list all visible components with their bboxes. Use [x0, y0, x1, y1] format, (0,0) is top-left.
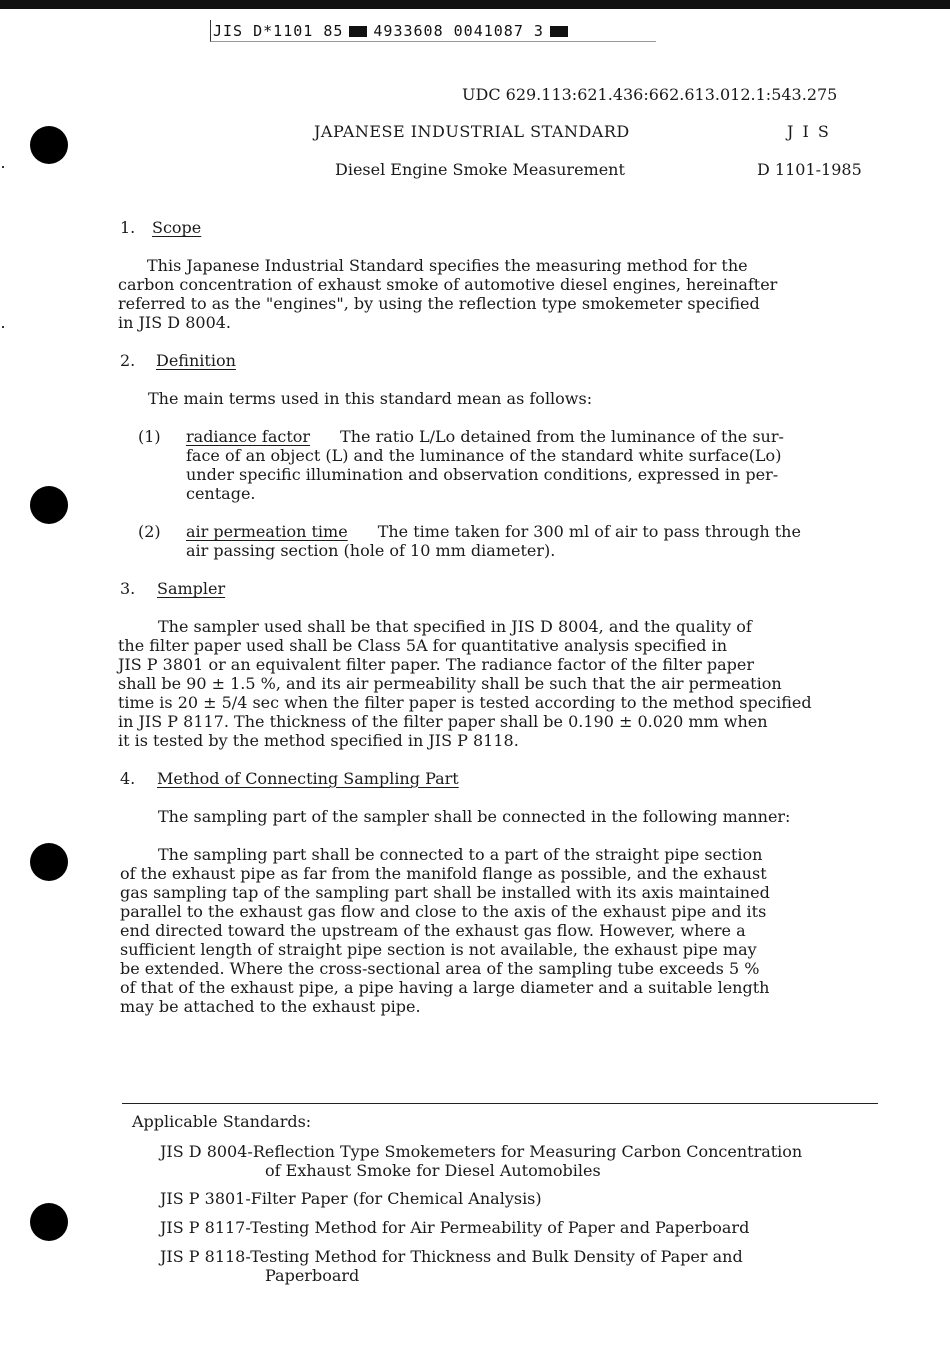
definition-item-number: (1) [138, 427, 161, 446]
document-id-a: JIS D*1101 85 [213, 22, 344, 40]
section-number: 2. [120, 351, 136, 370]
paragraph-line: under specific illumination and observation conditions, expressed in per- [186, 465, 779, 484]
document-title: Diesel Engine Smoke Measurement [335, 160, 625, 179]
paragraph-line: end directed toward the upstream of the exhaust gas flow. However, where a [120, 921, 746, 940]
paragraph-line: gas sampling tap of the sampling part shall be installed with its axis maintained [120, 883, 770, 902]
udc-code: UDC 629.113:621.436:662.613.012.1:543.275 [462, 85, 838, 104]
paragraph-line: The sampler used shall be that specified in JIS D 8004, and the quality of [158, 617, 752, 636]
definition-item-number: (2) [138, 522, 161, 541]
applicable-standard-item: JIS P 8117-Testing Method for Air Permeability of Paper and Paperboard [160, 1218, 750, 1237]
block-mark-icon [550, 26, 568, 37]
margin-mark [2, 326, 4, 328]
section-number: 3. [120, 579, 136, 598]
binder-hole-icon [30, 1203, 68, 1241]
definition-text: The time taken for 300 ml of air to pass through the [377, 522, 801, 541]
paragraph-line: face of an object (L) and the luminance of the standard white surface(Lo) [186, 446, 782, 465]
jis-mark: J I S [787, 122, 831, 141]
document-id-b: 4933608 0041087 3 [373, 22, 544, 40]
applicable-standard-item: JIS P 8118-Testing Method for Thickness and Bulk Density of Paper and [160, 1247, 743, 1266]
paragraph-line: time is 20 ± 5/4 sec when the filter paper is tested according to the method specified [118, 693, 812, 712]
applicable-standard-continuation: of Exhaust Smoke for Diesel Automobiles [265, 1161, 601, 1180]
paragraph-line: in JIS P 8117. The thickness of the filter paper shall be 0.190 ± 0.020 mm when [118, 712, 768, 731]
applicable-heading: Applicable Standards: [132, 1112, 312, 1131]
paragraph-line: parallel to the exhaust gas flow and close to the axis of the exhaust pipe and its [120, 902, 767, 921]
paragraph-line: of the exhaust pipe as far from the manifold flange as possible, and the exhaust [120, 864, 767, 883]
paragraph-line: This Japanese Industrial Standard specifies the measuring method for the [147, 256, 748, 275]
paragraph-line: The sampling part shall be connected to a part of the straight pipe section [158, 845, 763, 864]
paragraph-line: sufficient length of straight pipe section is not available, the exhaust pipe may [120, 940, 757, 959]
definition-term: radiance factor [186, 427, 311, 446]
document-id-stamp [210, 20, 656, 42]
section-heading-connecting: Method of Connecting Sampling Part [157, 769, 459, 788]
paragraph-line: JIS P 3801 or an equivalent filter paper. The radiance factor of the filter paper [118, 655, 754, 674]
paragraph-line: referred to as the "engines", by using the reflection type smokemeter specified [118, 294, 760, 313]
margin-mark [2, 166, 4, 168]
section-heading-definition: Definition [156, 351, 236, 370]
footnote-divider [122, 1103, 878, 1104]
definition-term: air permeation time [186, 522, 348, 541]
paragraph-line: be extended. Where the cross-sectional area of the sampling tube exceeds 5 % [120, 959, 760, 978]
top-bar [0, 0, 950, 9]
paragraph-line: in JIS D 8004. [118, 313, 232, 332]
definition-item-text [186, 446, 781, 503]
definition-intro: The main terms used in this standard mean as follows: [148, 389, 593, 408]
section-heading-sampler: Sampler [157, 579, 226, 598]
block-mark-icon [349, 26, 367, 37]
paragraph-line: of that of the exhaust pipe, a pipe having a large diameter and a suitable length [120, 978, 770, 997]
standard-name: JAPANESE INDUSTRIAL STANDARD [314, 122, 630, 141]
definition-text: The ratio L/Lo detained from the luminance of the sur- [340, 427, 784, 446]
binder-hole-icon [30, 126, 68, 164]
connecting-paragraph [120, 845, 868, 1016]
section-heading-scope: Scope [152, 218, 202, 237]
binder-hole-icon [30, 486, 68, 524]
definition-item-first-line [186, 427, 784, 446]
paragraph-line: it is tested by the method specified in JIS P 8118. [118, 731, 519, 750]
scope-paragraph [118, 256, 860, 332]
paragraph-line: may be attached to the exhaust pipe. [120, 997, 421, 1016]
binder-hole-icon [30, 843, 68, 881]
paragraph-line: carbon concentration of exhaust smoke of automotive diesel engines, hereinafter [118, 275, 778, 294]
document-number: D 1101-1985 [757, 160, 862, 179]
applicable-standard-continuation: Paperboard [265, 1266, 360, 1285]
paragraph-line: shall be 90 ± 1.5 %, and its air permeability shall be such that the air permeation [118, 674, 782, 693]
section-number: 4. [120, 769, 136, 788]
applicable-standard-item: JIS D 8004-Reflection Type Smokemeters for Measuring Carbon Concentration [160, 1142, 803, 1161]
definition-item-text [186, 541, 555, 560]
applicable-standard-item: JIS P 3801-Filter Paper (for Chemical Analysis) [160, 1189, 542, 1208]
section-number: 1. [120, 218, 136, 237]
connecting-intro: The sampling part of the sampler shall be connected in the following manner: [158, 807, 791, 826]
paragraph-line: the filter paper used shall be Class 5A for quantitative analysis specified in [118, 636, 728, 655]
paragraph-line: centage. [186, 484, 256, 503]
sampler-paragraph [118, 617, 876, 750]
definition-item-first-line [186, 522, 801, 541]
paragraph-line: air passing section (hole of 10 mm diameter). [186, 541, 556, 560]
